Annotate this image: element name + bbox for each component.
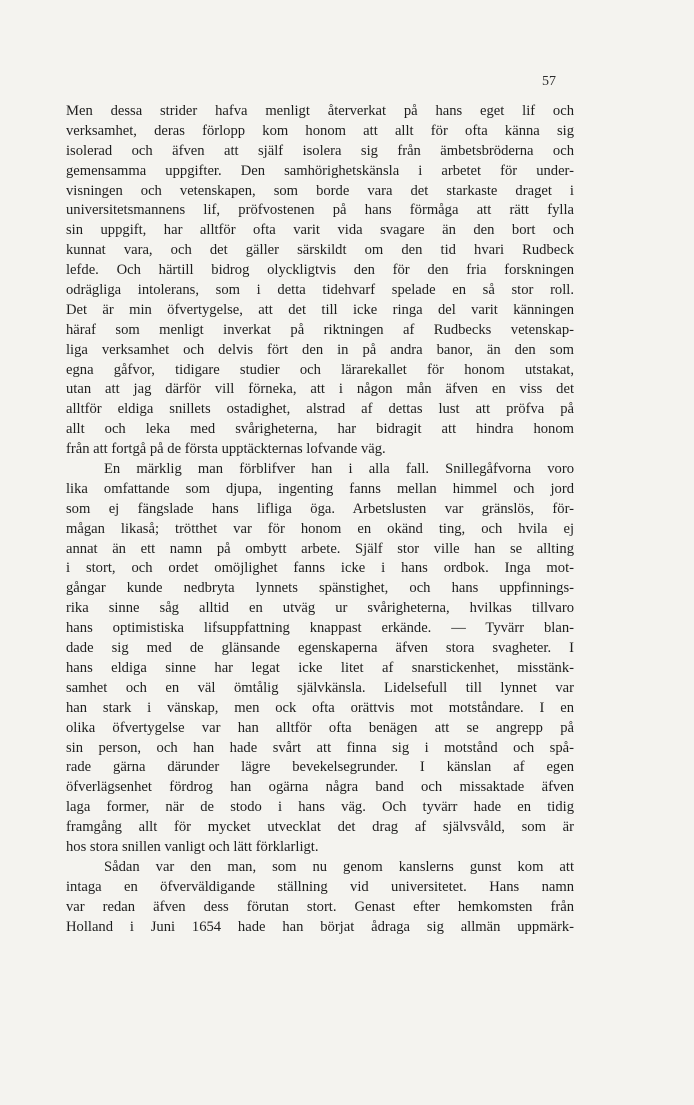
text-line: odrägliga intolerans, som i detta tidehvarf spelade en så stor roll.: [66, 282, 574, 299]
text-line: som ej fängslade hans lifliga öga. Arbetslusten var gränslös, för-: [66, 500, 574, 517]
text-line: annat än ett namn på ombytt arbete. Själf stor ville han se allting: [66, 540, 574, 557]
text-line: intaga en öfverväldigande ställning vid universitetet. Hans namn: [66, 878, 574, 895]
text-line: hos stora snillen vanligt och lätt förklarligt.: [66, 838, 319, 855]
text-line: framgång allt för mycket utvecklat det drag af självsvåld, som är: [66, 819, 574, 836]
text-line: sin uppgift, har alltför ofta varit vida svagare än den bort och: [66, 222, 574, 239]
text-line: rade gärna därunder lägre bevekelsegrunder. I känslan af egen: [66, 759, 574, 776]
text-line: En märklig man förblifver han i alla fall. Snillegåfvorna voro: [104, 461, 574, 478]
text-line: var redan äfven dess förutan stort. Genast efter hemkomsten från: [66, 898, 574, 915]
text-line: häraf som menligt inverkat på riktningen af Rudbecks vetenskap-: [66, 321, 574, 338]
text-line: kunnat vara, och det gäller särskildt om den tid hvari Rudbeck: [66, 242, 574, 259]
text-line: verksamhet, deras förlopp kom honom att allt för ofta känna sig: [66, 122, 574, 139]
text-line: olika öfvertygelse var han alltför ofta benägen att se angrepp på: [66, 719, 574, 736]
page-number: 57: [542, 74, 556, 89]
text-line: rika sinne såg alltid en utväg ur svårigheterna, hvilkas tillvaro: [66, 600, 574, 617]
text-line: isolerad och äfven att själf isolera sig från ämbetsbröderna och: [66, 142, 574, 159]
text-line: lika omfattande som djupa, ingenting fanns mellan himmel och jord: [66, 480, 574, 497]
text-line: hans optimistiska lifsuppfattning knappast erkände. — Tyvärr blan-: [66, 620, 574, 637]
text-line: han stark i vänskap, men ock ofta orättvis mot motståndare. I en: [66, 699, 574, 716]
text-line: Men dessa strider hafva menligt återverkat på hans eget lif och: [66, 103, 574, 119]
text-line: alltför eldiga snillets ostadighet, alstrad af dettas lust att pröfva på: [66, 401, 574, 418]
text-line: laga former, när de stodo i hans väg. Och tyvärr hade en tidig: [66, 799, 574, 816]
text-line: gångar kunde nedbryta lynnets spänstighet, och hans uppfinnings-: [66, 580, 574, 597]
text-line: sin person, och han hade svårt att finna sig i motstånd och spå-: [66, 739, 574, 756]
text-line: Holland i Juni 1654 hade han börjat ådraga sig allmän uppmärk-: [66, 918, 574, 935]
text-line: Det är min öfvertygelse, att det till icke ringa del varit känningen: [66, 301, 574, 318]
text-line: visningen och vetenskapen, som borde vara det starkaste draget i: [66, 182, 574, 199]
text-line: egna gåfvor, tidigare studier och lärarekallet för honom utstakat,: [66, 361, 574, 378]
text-line: samhet och en väl ömtålig självkänsla. Lidelsefull till lynnet var: [66, 679, 574, 696]
text-line: liga verksamhet och delvis fört den in på andra banor, än den som: [66, 341, 574, 358]
text-line: dade sig med de glänsande egenskaperna äfven stora svagheter. I: [66, 640, 574, 657]
text-line: gemensamma uppgifter. Den samhörighetskänsla i arbetet för under-: [66, 162, 574, 179]
body-text: [66, 102, 574, 937]
text-line: universitetsmannens lif, pröfvostenen på hans förmåga att rätt fylla: [66, 202, 574, 219]
text-line: mågan likaså; trötthet var för honom en okänd ting, och hvila ej: [66, 520, 574, 537]
text-line: från att fortgå på de första upptäckternas lofvande väg.: [66, 441, 386, 458]
text-line: Sådan var den man, som nu genom kanslerns gunst kom att: [104, 858, 574, 875]
text-line: öfverlägsenhet fördrog han ogärna några band och missaktade äfven: [66, 779, 574, 796]
text-line: utan att jag därför vill förneka, att i någon mån äfven en viss det: [66, 381, 574, 398]
text-line: lefde. Och härtill bidrog olyckligtvis den för den fria forskningen: [66, 262, 574, 279]
text-line: hans eldiga sinne har legat icke litet af snarstickenhet, misstänk-: [66, 659, 574, 676]
text-line: allt och leka med svårigheterna, har bidragit att hindra honom: [66, 421, 574, 438]
text-line: i stort, och ordet omöjlighet fanns icke i hans ordbok. Inga mot-: [66, 560, 574, 577]
